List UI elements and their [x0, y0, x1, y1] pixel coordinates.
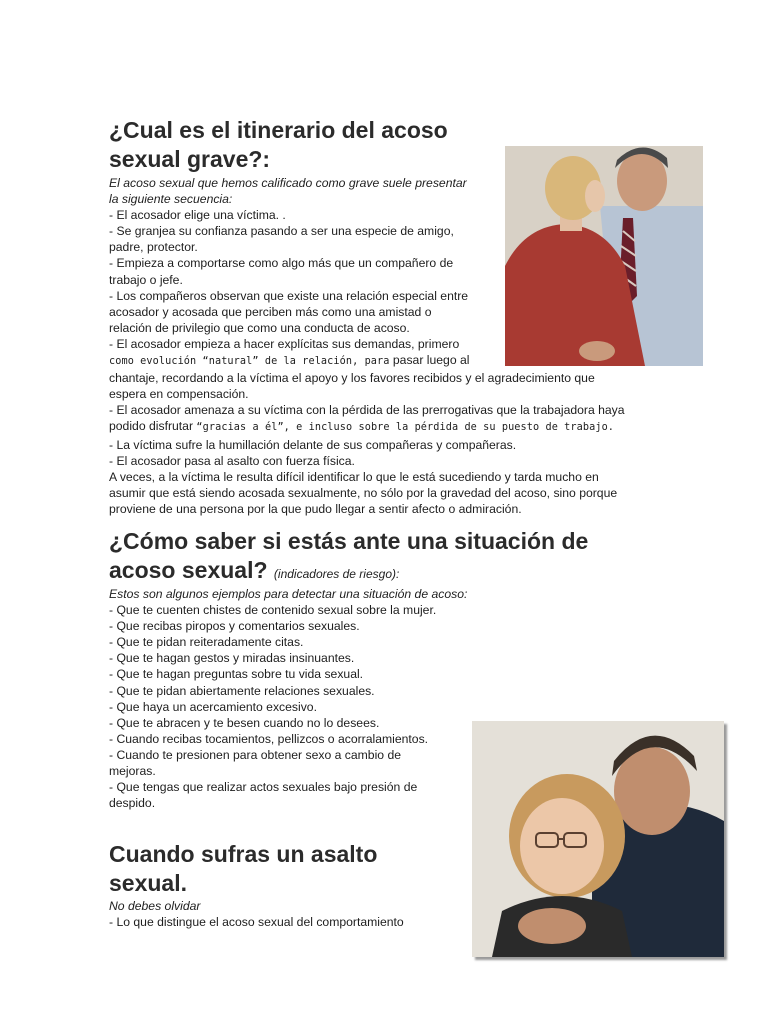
- heading-asalto: [109, 840, 439, 898]
- list-item: - Lo que distingue el acoso sexual del comportamiento: [109, 915, 404, 930]
- list-item: - Que te pidan reiteradamente citas.: [109, 635, 304, 650]
- list-item: mejoras.: [109, 764, 156, 779]
- list-item: despido.: [109, 796, 156, 811]
- mono-text: como evolución “natural” de la relación, para: [109, 356, 390, 368]
- body-text: A veces, a la víctima le resulta difícil identificar lo que le está sucediendo y tarda mucho en: [109, 469, 599, 484]
- body-text: proviene de una persona por la que pudo llegar a sentir afecto o admiración.: [109, 501, 522, 516]
- heading-text: acoso sexual?: [109, 557, 268, 583]
- heading-como-saber: [109, 527, 629, 589]
- list-item: - El acosador elige una víctima. .: [109, 208, 286, 223]
- photo-office-harassment-1: [505, 146, 703, 366]
- section3-body: [109, 898, 469, 930]
- list-item: trabajo o jefe.: [109, 272, 183, 287]
- list-item: - El acosador empieza a hacer explícitas sus demandas, primero: [109, 336, 460, 351]
- heading-line: sexual grave?:: [109, 146, 271, 172]
- list-item: - Que tengas que realizar actos sexuales bajo presión de: [109, 780, 418, 795]
- heading-line: ¿Cual es el itinerario del acoso: [109, 117, 448, 143]
- heading-note: (indicadores de riesgo):: [273, 567, 400, 581]
- list-item: - Que te hagan gestos y miradas insinuantes.: [109, 651, 355, 666]
- list-item: - Que te pidan abiertamente relaciones sexuales.: [109, 683, 375, 698]
- list-item: - Cuando te presionen para obtener sexo a cambio de: [109, 747, 402, 762]
- list-item: - Que te abracen y te besen cuando no lo desees.: [109, 715, 380, 730]
- intro-text: la siguiente secuencia:: [109, 192, 233, 207]
- intro-text: El acoso sexual que hemos calificado como grave suele presentar: [109, 176, 467, 190]
- list-item: [109, 418, 669, 436]
- list-item: - Se granjea su confianza pasando a ser una especie de amigo,: [109, 224, 454, 239]
- list-item: acosador y acosada que perciben más como una amistad o: [109, 304, 432, 319]
- list-item: - Los compañeros observan que existe una relación especial entre: [109, 288, 469, 303]
- heading-line: sexual.: [109, 870, 187, 896]
- heading-itinerario: [109, 116, 489, 174]
- list-item: - El acosador pasa al asalto con fuerza física.: [109, 453, 355, 468]
- heading-line: [109, 556, 629, 589]
- mono-text: “gracias a él”, e incluso sobre la pérdida de su puesto de trabajo.: [196, 422, 615, 434]
- list-item: - Empieza a comportarse como algo más que un compañero de: [109, 256, 454, 271]
- list-item: - Que te hagan preguntas sobre tu vida sexual.: [109, 667, 364, 682]
- heading-line: ¿Cómo saber si estás ante una situación de: [109, 528, 589, 554]
- list-item: espera en compensación.: [109, 387, 249, 402]
- photo-illustration: [505, 146, 703, 366]
- list-item: chantaje, recordando a la víctima el apoyo y los favores recibidos y el agradecimiento que: [109, 371, 595, 386]
- list-item: padre, protector.: [109, 240, 198, 255]
- body-text: podido disfrutar: [109, 419, 197, 434]
- list-item: - Cuando recibas tocamientos, pellizcos o acorralamientos.: [109, 731, 429, 746]
- photo-illustration: [472, 721, 724, 957]
- section2-body: [109, 586, 509, 811]
- list-item: - Que recibas piropos y comentarios sexuales.: [109, 619, 360, 634]
- list-item: - Que haya un acercamiento excesivo.: [109, 699, 317, 714]
- body-text: asumir que está siendo acosada sexualmente, no sólo por la gravedad del acoso, sino porque: [109, 485, 618, 500]
- heading-line: Cuando sufras un asalto: [109, 841, 378, 867]
- photo-office-harassment-2: [472, 721, 724, 957]
- list-item: - Que te cuenten chistes de contenido sexual sobre la mujer.: [109, 603, 437, 618]
- intro-text: Estos son algunos ejemplos para detectar una situación de acoso:: [109, 587, 468, 601]
- intro-text: No debes olvidar: [109, 899, 201, 913]
- body-text: pasar luego al: [389, 353, 470, 368]
- list-item: - La víctima sufre la humillación delante de sus compañeras y compañeras.: [109, 437, 517, 452]
- list-item: - El acosador amenaza a su víctima con la pérdida de las prerrogativas que la trabajadora haya: [109, 403, 625, 418]
- list-item: relación de privilegio que como una conducta de acoso.: [109, 320, 410, 335]
